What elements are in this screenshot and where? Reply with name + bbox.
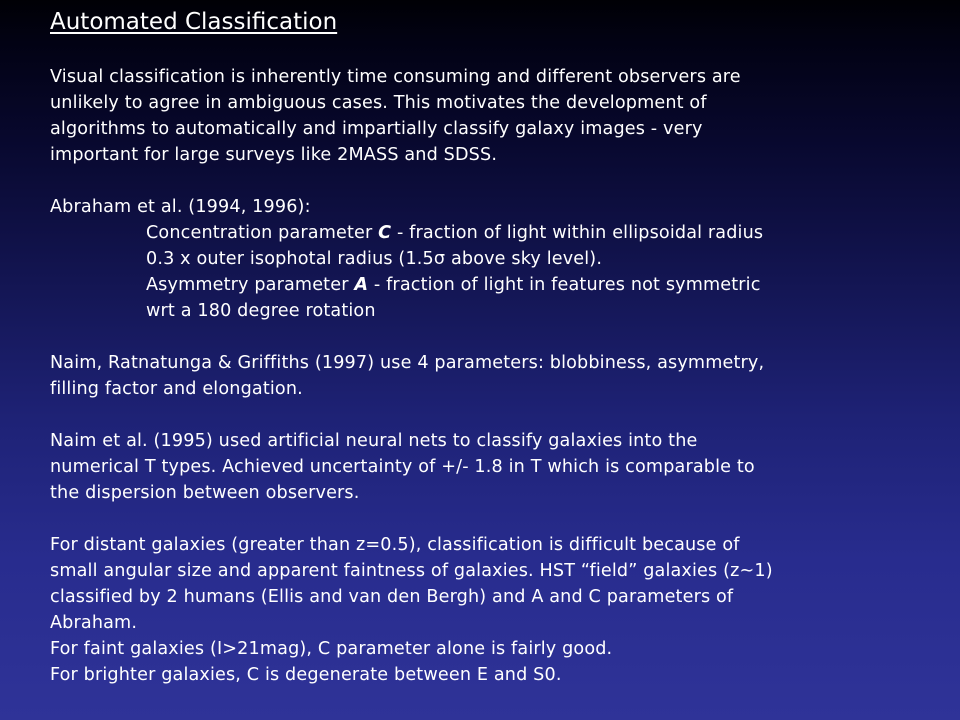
text-line: classified by 2 humans (Ellis and van den Bergh) and A and C parameters of [50, 587, 734, 607]
spacer [50, 506, 930, 532]
text-line: the dispersion between observers. [50, 483, 360, 503]
text-line: algorithms to automatically and impartially classify galaxy images - very [50, 119, 703, 139]
text-line: Abraham. [50, 613, 138, 633]
text-line: numerical T types. Achieved uncertainty of +/- 1.8 in T which is comparable to [50, 457, 755, 477]
text-line: For distant galaxies (greater than z=0.5), classification is difficult because of [50, 535, 740, 555]
spacer [50, 402, 930, 428]
text-line: Visual classification is inherently time consuming and different observers are [50, 67, 741, 87]
text-line: For brighter galaxies, C is degenerate between E and S0. [50, 665, 562, 685]
concentration-text: 0.3 x outer isophotal radius (1.5 [146, 249, 434, 269]
concentration-text: - fraction of light within ellipsoidal radius [391, 223, 764, 243]
slide [50, 6, 930, 688]
spacer [50, 324, 930, 350]
text-line: small angular size and apparent faintness of galaxies. HST “field” galaxies (z~1) [50, 561, 773, 581]
text-line: important for large surveys like 2MASS and SDSS. [50, 145, 498, 165]
asymmetry-line-2: wrt a 180 degree rotation [146, 301, 376, 321]
paragraph-naim-1995 [50, 428, 930, 506]
slide-body [50, 38, 930, 688]
concentration-text: above sky level). [445, 249, 603, 269]
concentration-line [50, 220, 930, 246]
concentration-text: Concentration parameter [146, 223, 379, 243]
slide-title: Automated Classification [50, 9, 338, 35]
paragraph-distant-galaxies [50, 532, 930, 688]
abraham-heading: Abraham et al. (1994, 1996): [50, 197, 311, 217]
paragraph-naim-1997 [50, 350, 930, 402]
text-line: unlikely to agree in ambiguous cases. This motivates the development of [50, 93, 707, 113]
asymmetry-text: Asymmetry parameter [146, 275, 355, 295]
text-line: For faint galaxies (I>21mag), C parameter alone is fairly good. [50, 639, 613, 659]
asymmetry-text: - fraction of light in features not symmetric [368, 275, 761, 295]
asymmetry-line [50, 272, 930, 298]
text-line: Naim et al. (1995) used artificial neural nets to classify galaxies into the [50, 431, 698, 451]
paragraph-abraham [50, 194, 930, 324]
spacer [50, 38, 930, 64]
text-line: Naim, Ratnatunga & Griffiths (1997) use 4 parameters: blobbiness, asymmetry, [50, 353, 765, 373]
sigma-symbol: σ [433, 249, 446, 269]
concentration-line-2 [50, 246, 930, 272]
text-line: filling factor and elongation. [50, 379, 303, 399]
spacer [50, 168, 930, 194]
asymmetry-symbol: A [354, 275, 369, 295]
concentration-symbol: C [378, 223, 392, 243]
paragraph-visual-classification [50, 64, 930, 168]
